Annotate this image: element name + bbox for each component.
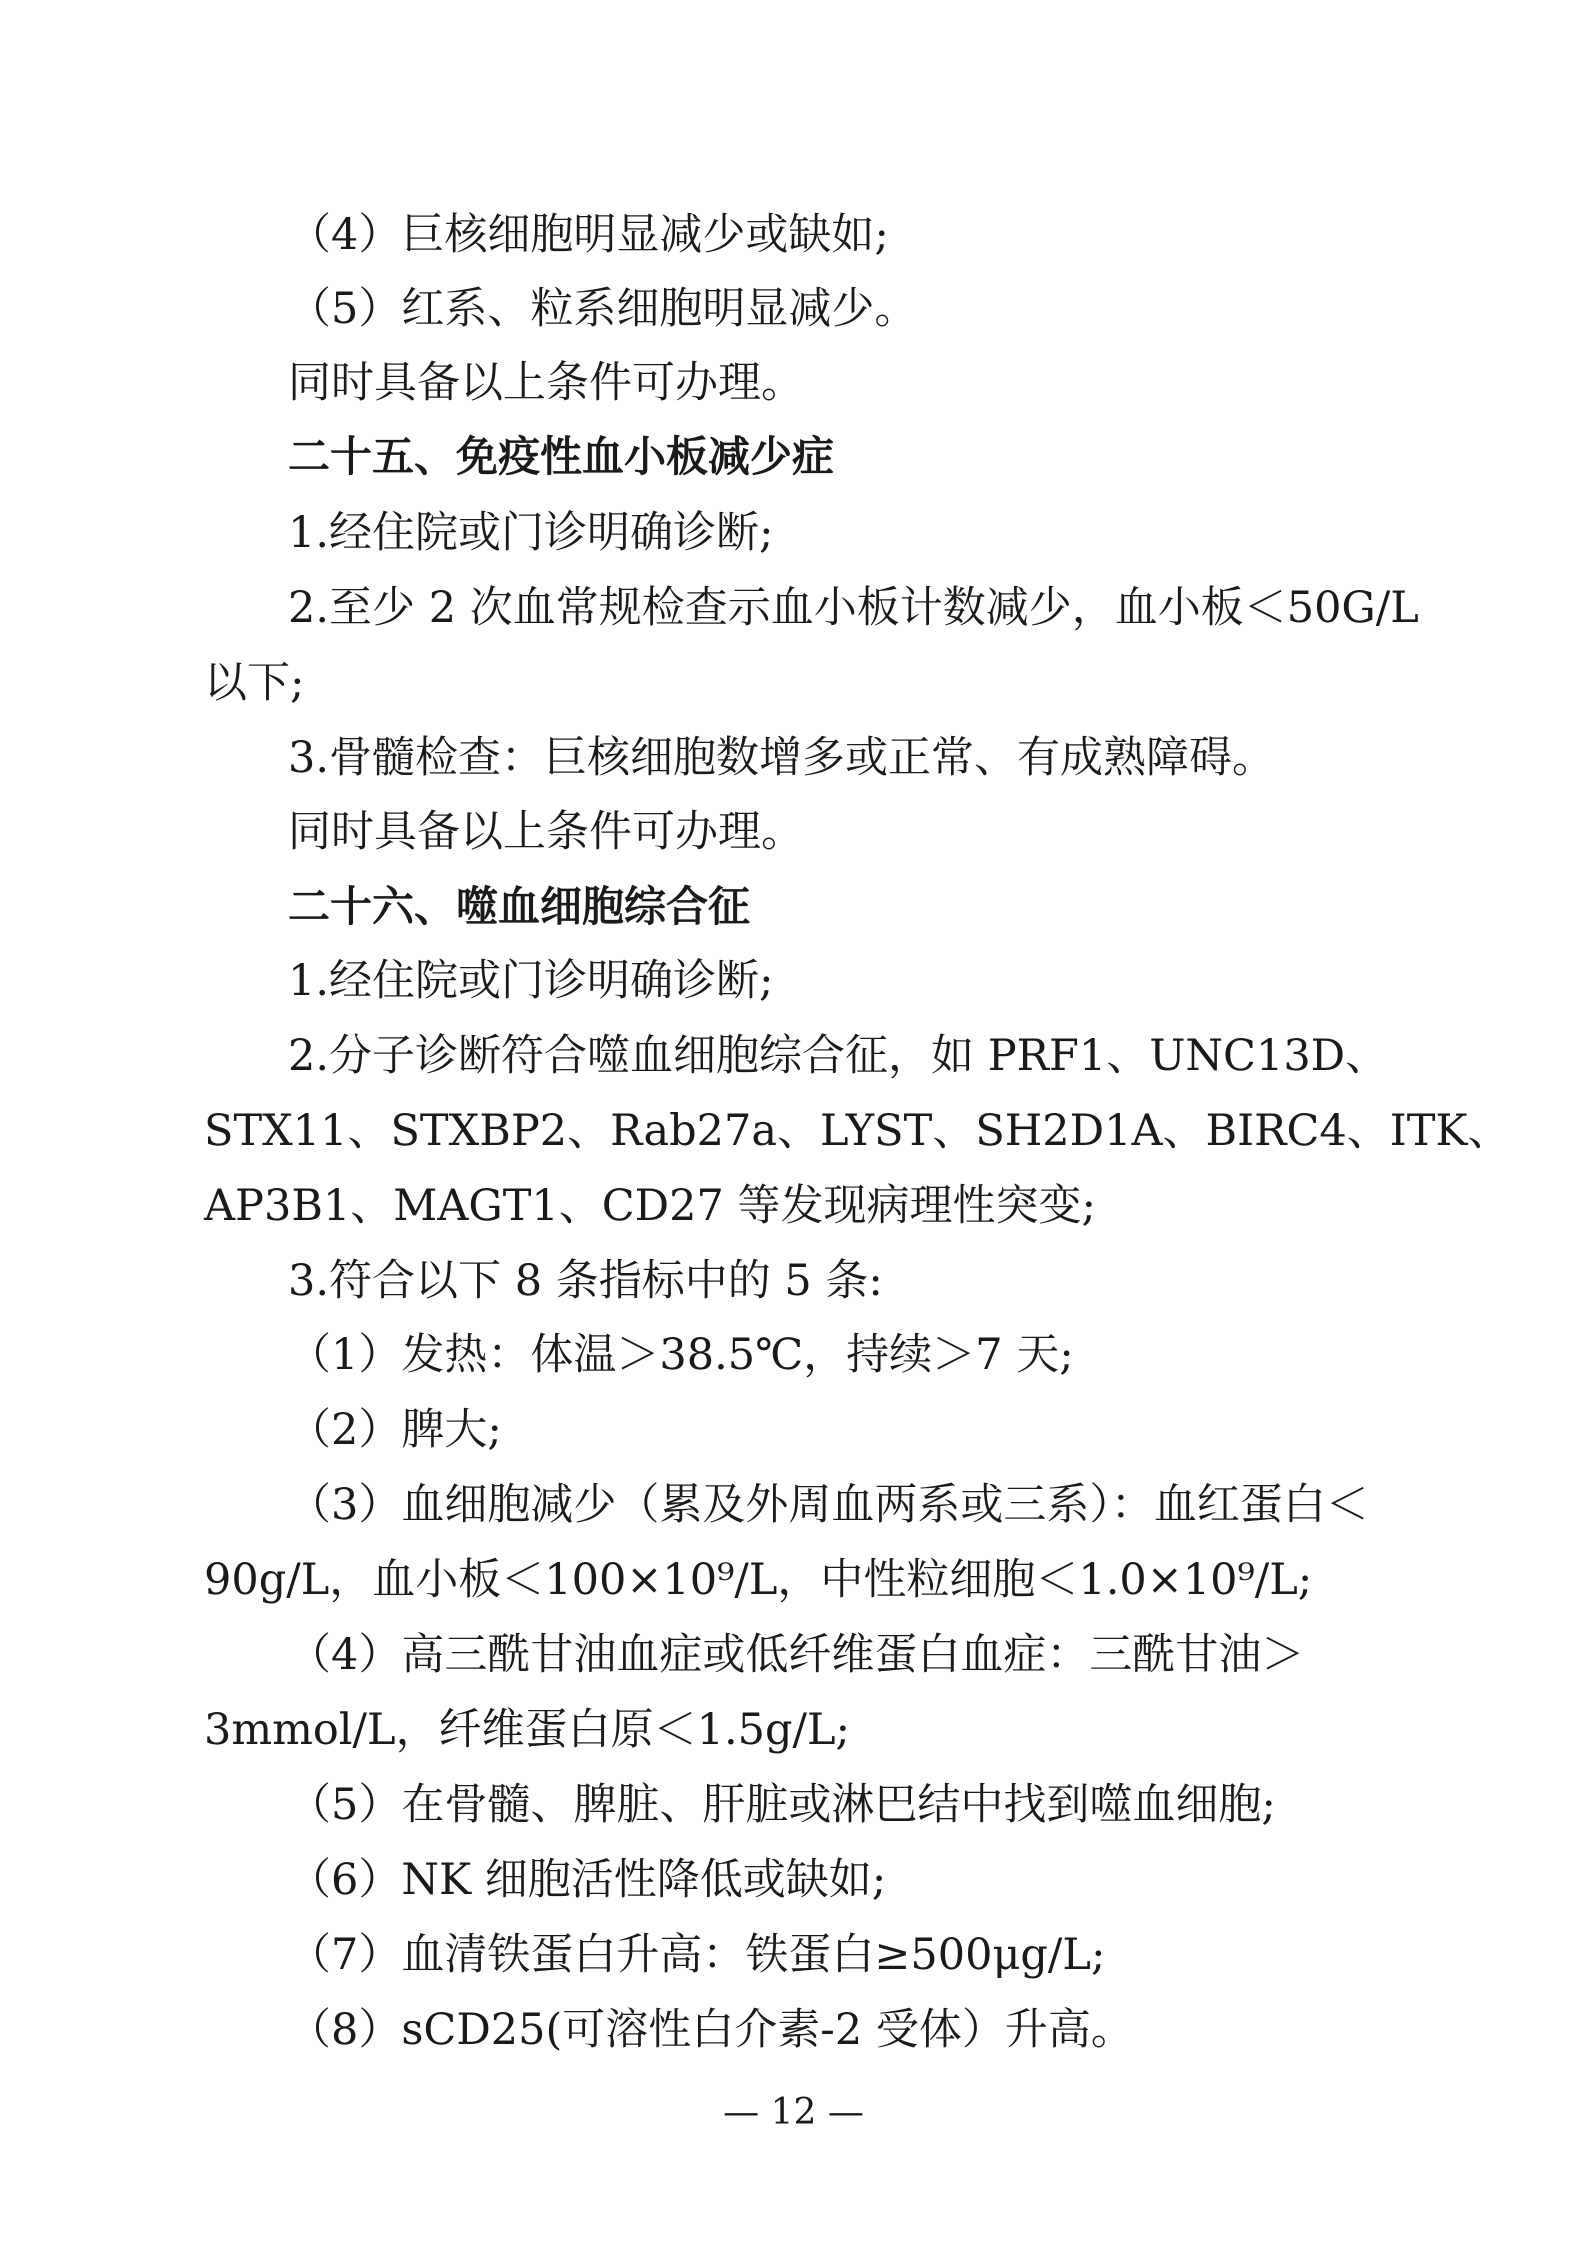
paragraph-line: （3）血细胞减少（累及外周血两系或三系）：血红蛋白＜ <box>288 1480 1369 1530</box>
paragraph-line: 同时具备以上条件可办理。 <box>288 358 804 408</box>
paragraph-line: （1）发热：体温＞38.5℃，持续＞7 天; <box>288 1330 1074 1380</box>
paragraph-line: （7）血清铁蛋白升高：铁蛋白≥500μg/L; <box>288 1930 1106 1980</box>
paragraph-line: STX11、STXBP2、Rab27a、LYST、SH2D1A、BIRC4、ITK、 <box>204 1106 1511 1156</box>
paragraph-line: （5）红系、粒系细胞明显减少。 <box>288 284 918 334</box>
paragraph-line: 1.经住院或门诊明确诊断; <box>288 508 774 558</box>
paragraph-line: 同时具备以上条件可办理。 <box>288 807 804 857</box>
section-heading: 二十六、噬血细胞综合征 <box>288 882 751 931</box>
paragraph-line: （8）sCD25(可溶性白介素-2 受体）升高。 <box>288 2005 1134 2055</box>
paragraph-line: 1.经住院或门诊明确诊断; <box>288 956 774 1006</box>
paragraph-line: 以下; <box>204 658 305 708</box>
paragraph-line: 3.符合以下 8 条指标中的 5 条: <box>288 1256 883 1306</box>
paragraph-line: 3.骨髓检查：巨核细胞数增多或正常、有成熟障碍。 <box>288 733 1276 783</box>
paragraph-line: 2.分子诊断符合噬血细胞综合征，如 PRF1、UNC13D、 <box>288 1031 1389 1081</box>
paragraph-line: AP3B1、MAGT1、CD27 等发现病理性突变; <box>204 1181 1097 1231</box>
paragraph-line: （2）脾大; <box>288 1405 502 1455</box>
paragraph-line: （6）NK 细胞活性降低或缺如; <box>288 1855 887 1905</box>
paragraph-line: （5）在骨髓、脾脏、肝脏或淋巴结中找到噬血细胞; <box>288 1780 1276 1830</box>
section-heading: 二十五、免疫性血小板减少症 <box>288 432 835 481</box>
paragraph-line: 90g/L，血小板＜100×10⁹/L，中性粒细胞＜1.0×10⁹/L; <box>204 1555 1313 1605</box>
paragraph-line: 2.至少 2 次血常规检查示血小板计数减少，血小板＜50G/L <box>288 583 1419 633</box>
paragraph-line: （4）巨核细胞明显减少或缺如; <box>288 210 889 260</box>
page-number: — 12 — <box>723 2092 864 2133</box>
paragraph-line: 3mmol/L，纤维蛋白原＜1.5g/L; <box>204 1705 851 1755</box>
paragraph-line: （4）高三酰甘油血症或低纤维蛋白血症：三酰甘油＞ <box>288 1630 1305 1680</box>
